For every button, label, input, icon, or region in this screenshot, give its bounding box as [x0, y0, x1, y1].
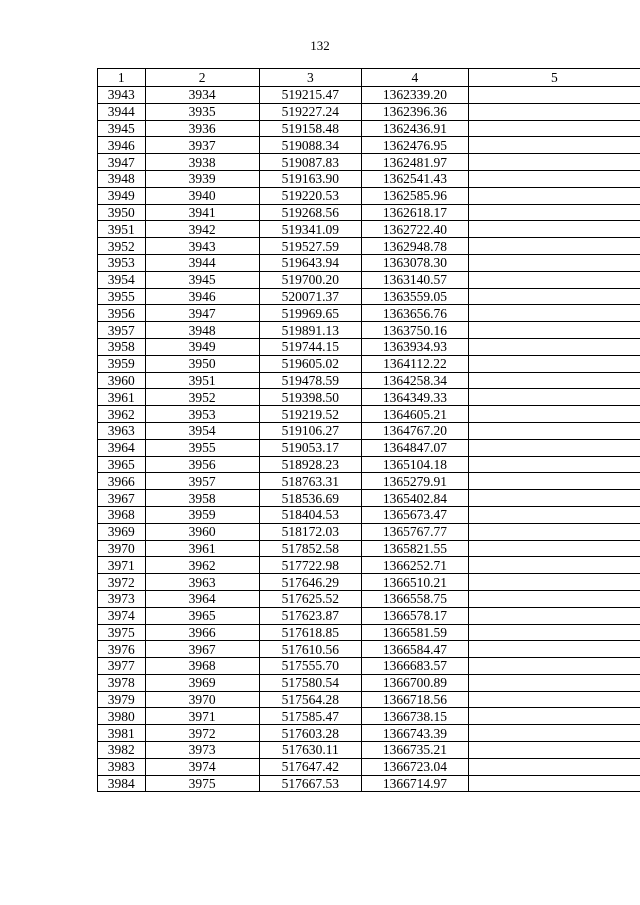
cell-coordinate-y: 1364349.33: [362, 389, 469, 406]
cell-coordinate-y: 1362481.97: [362, 154, 469, 171]
cell-point-number: 3967: [98, 490, 146, 507]
cell-note: [468, 238, 640, 255]
cell-point-number: 3943: [98, 87, 146, 104]
cell-ref-number: 3952: [145, 389, 259, 406]
cell-point-number: 3954: [98, 271, 146, 288]
cell-note: [468, 624, 640, 641]
cell-coordinate-y: 1366718.56: [362, 691, 469, 708]
cell-coordinate-x: 519163.90: [259, 170, 361, 187]
table-row: [98, 170, 640, 187]
cell-coordinate-x: 517667.53: [259, 775, 361, 792]
cell-coordinate-x: 519087.83: [259, 154, 361, 171]
cell-coordinate-x: 520071.37: [259, 288, 361, 305]
cell-note: [468, 506, 640, 523]
table-row: [98, 187, 640, 204]
cell-ref-number: 3946: [145, 288, 259, 305]
cell-coordinate-x: 519527.59: [259, 238, 361, 255]
table-row: [98, 221, 640, 238]
cell-point-number: 3951: [98, 221, 146, 238]
cell-ref-number: 3961: [145, 540, 259, 557]
cell-coordinate-y: 1365673.47: [362, 506, 469, 523]
cell-coordinate-x: 519088.34: [259, 137, 361, 154]
cell-point-number: 3953: [98, 254, 146, 271]
cell-note: [468, 338, 640, 355]
cell-coordinate-y: 1366252.71: [362, 557, 469, 574]
cell-point-number: 3977: [98, 658, 146, 675]
cell-ref-number: 3958: [145, 490, 259, 507]
cell-ref-number: 3956: [145, 456, 259, 473]
cell-coordinate-y: 1366723.04: [362, 758, 469, 775]
cell-note: [468, 725, 640, 742]
cell-coordinate-y: 1366743.39: [362, 725, 469, 742]
cell-point-number: 3982: [98, 742, 146, 759]
cell-coordinate-y: 1362339.20: [362, 87, 469, 104]
cell-note: [468, 389, 640, 406]
table-row: [98, 87, 640, 104]
cell-coordinate-x: 519106.27: [259, 422, 361, 439]
cell-point-number: 3960: [98, 372, 146, 389]
cell-coordinate-y: 1363078.30: [362, 254, 469, 271]
table-row: [98, 238, 640, 255]
cell-point-number: 3957: [98, 322, 146, 339]
table-row: [98, 540, 640, 557]
cell-coordinate-x: 519398.50: [259, 389, 361, 406]
cell-point-number: 3974: [98, 607, 146, 624]
cell-note: [468, 523, 640, 540]
table-row: [98, 338, 640, 355]
table-row: [98, 473, 640, 490]
cell-point-number: 3983: [98, 758, 146, 775]
cell-note: [468, 742, 640, 759]
cell-note: [468, 758, 640, 775]
table-row: [98, 254, 640, 271]
column-header-2: 2: [145, 69, 259, 87]
cell-ref-number: 3949: [145, 338, 259, 355]
cell-ref-number: 3954: [145, 422, 259, 439]
cell-point-number: 3947: [98, 154, 146, 171]
cell-ref-number: 3965: [145, 607, 259, 624]
cell-coordinate-y: 1366584.47: [362, 641, 469, 658]
cell-note: [468, 322, 640, 339]
cell-coordinate-y: 1365279.91: [362, 473, 469, 490]
cell-note: [468, 775, 640, 792]
cell-coordinate-x: 519158.48: [259, 120, 361, 137]
table-row: [98, 288, 640, 305]
coordinates-table: [97, 68, 640, 792]
cell-coordinate-y: 1363140.57: [362, 271, 469, 288]
cell-note: [468, 187, 640, 204]
cell-coordinate-x: 519478.59: [259, 372, 361, 389]
cell-ref-number: 3940: [145, 187, 259, 204]
cell-point-number: 3958: [98, 338, 146, 355]
table-row: [98, 725, 640, 742]
table-row: [98, 490, 640, 507]
cell-coordinate-x: 519219.52: [259, 406, 361, 423]
cell-note: [468, 154, 640, 171]
cell-note: [468, 490, 640, 507]
cell-ref-number: 3962: [145, 557, 259, 574]
column-header-1: 1: [98, 69, 146, 87]
cell-coordinate-x: 518928.23: [259, 456, 361, 473]
cell-coordinate-y: 1362436.91: [362, 120, 469, 137]
cell-ref-number: 3970: [145, 691, 259, 708]
cell-coordinate-y: 1366558.75: [362, 590, 469, 607]
table-row: [98, 204, 640, 221]
cell-coordinate-y: 1364605.21: [362, 406, 469, 423]
table-row: [98, 691, 640, 708]
cell-note: [468, 540, 640, 557]
cell-coordinate-x: 517555.70: [259, 658, 361, 675]
cell-ref-number: 3951: [145, 372, 259, 389]
cell-ref-number: 3953: [145, 406, 259, 423]
cell-coordinate-x: 517580.54: [259, 674, 361, 691]
table-row: [98, 154, 640, 171]
cell-coordinate-y: 1366714.97: [362, 775, 469, 792]
cell-coordinate-y: 1362585.96: [362, 187, 469, 204]
cell-note: [468, 372, 640, 389]
cell-point-number: 3950: [98, 204, 146, 221]
cell-coordinate-y: 1366738.15: [362, 708, 469, 725]
cell-coordinate-x: 517618.85: [259, 624, 361, 641]
table-row: [98, 590, 640, 607]
cell-coordinate-x: 519053.17: [259, 439, 361, 456]
cell-note: [468, 355, 640, 372]
cell-note: [468, 271, 640, 288]
cell-point-number: 3948: [98, 170, 146, 187]
cell-coordinate-x: 517585.47: [259, 708, 361, 725]
table-row: [98, 305, 640, 322]
cell-coordinate-y: 1365402.84: [362, 490, 469, 507]
cell-note: [468, 590, 640, 607]
cell-ref-number: 3934: [145, 87, 259, 104]
cell-ref-number: 3964: [145, 590, 259, 607]
cell-ref-number: 3972: [145, 725, 259, 742]
table-row: [98, 775, 640, 792]
cell-coordinate-x: 517623.87: [259, 607, 361, 624]
cell-coordinate-y: 1362948.78: [362, 238, 469, 255]
cell-ref-number: 3967: [145, 641, 259, 658]
cell-ref-number: 3942: [145, 221, 259, 238]
cell-point-number: 3964: [98, 439, 146, 456]
table-row: [98, 372, 640, 389]
cell-coordinate-x: 519268.56: [259, 204, 361, 221]
table-row: [98, 137, 640, 154]
cell-point-number: 3969: [98, 523, 146, 540]
cell-coordinate-y: 1365104.18: [362, 456, 469, 473]
cell-note: [468, 658, 640, 675]
cell-coordinate-y: 1362476.95: [362, 137, 469, 154]
cell-coordinate-y: 1365767.77: [362, 523, 469, 540]
cell-point-number: 3968: [98, 506, 146, 523]
table-row: [98, 607, 640, 624]
table-row: [98, 103, 640, 120]
cell-point-number: 3981: [98, 725, 146, 742]
cell-ref-number: 3959: [145, 506, 259, 523]
cell-coordinate-y: 1363656.76: [362, 305, 469, 322]
cell-coordinate-y: 1366735.21: [362, 742, 469, 759]
cell-coordinate-x: 517722.98: [259, 557, 361, 574]
table-row: [98, 641, 640, 658]
cell-coordinate-x: 519341.09: [259, 221, 361, 238]
cell-coordinate-x: 517647.42: [259, 758, 361, 775]
table-row: [98, 523, 640, 540]
cell-coordinate-x: 518404.53: [259, 506, 361, 523]
table-row: [98, 557, 640, 574]
cell-point-number: 3978: [98, 674, 146, 691]
cell-coordinate-x: 519605.02: [259, 355, 361, 372]
cell-coordinate-x: 519891.13: [259, 322, 361, 339]
table-row: [98, 271, 640, 288]
cell-point-number: 3963: [98, 422, 146, 439]
cell-point-number: 3984: [98, 775, 146, 792]
cell-coordinate-y: 1362722.40: [362, 221, 469, 238]
table-row: [98, 389, 640, 406]
cell-point-number: 3944: [98, 103, 146, 120]
table-row: [98, 120, 640, 137]
cell-coordinate-x: 518763.31: [259, 473, 361, 490]
table-row: [98, 422, 640, 439]
column-header-5: 5: [468, 69, 640, 87]
cell-note: [468, 456, 640, 473]
cell-note: [468, 674, 640, 691]
cell-point-number: 3980: [98, 708, 146, 725]
cell-point-number: 3971: [98, 557, 146, 574]
cell-coordinate-y: 1363934.93: [362, 338, 469, 355]
cell-coordinate-x: 519227.24: [259, 103, 361, 120]
cell-coordinate-y: 1362541.43: [362, 170, 469, 187]
cell-point-number: 3973: [98, 590, 146, 607]
page-number: 132: [310, 38, 330, 53]
cell-ref-number: 3937: [145, 137, 259, 154]
cell-point-number: 3949: [98, 187, 146, 204]
cell-ref-number: 3960: [145, 523, 259, 540]
cell-coordinate-x: 517646.29: [259, 574, 361, 591]
cell-coordinate-y: 1362396.36: [362, 103, 469, 120]
cell-coordinate-y: 1364258.34: [362, 372, 469, 389]
cell-ref-number: 3971: [145, 708, 259, 725]
cell-coordinate-y: 1363559.05: [362, 288, 469, 305]
cell-coordinate-y: 1365821.55: [362, 540, 469, 557]
table-body: [98, 87, 640, 792]
table-row: [98, 742, 640, 759]
cell-ref-number: 3957: [145, 473, 259, 490]
cell-point-number: 3946: [98, 137, 146, 154]
cell-note: [468, 120, 640, 137]
table-row: [98, 456, 640, 473]
table-header-row: [98, 69, 640, 87]
cell-note: [468, 221, 640, 238]
column-header-4: 4: [362, 69, 469, 87]
cell-coordinate-x: 518172.03: [259, 523, 361, 540]
cell-note: [468, 691, 640, 708]
cell-coordinate-x: 519969.65: [259, 305, 361, 322]
cell-ref-number: 3955: [145, 439, 259, 456]
cell-coordinate-y: 1366700.89: [362, 674, 469, 691]
cell-coordinate-y: 1363750.16: [362, 322, 469, 339]
cell-coordinate-x: 517603.28: [259, 725, 361, 742]
column-header-3: 3: [259, 69, 361, 87]
cell-note: [468, 641, 640, 658]
cell-point-number: 3972: [98, 574, 146, 591]
cell-coordinate-y: 1366578.17: [362, 607, 469, 624]
cell-point-number: 3965: [98, 456, 146, 473]
cell-coordinate-x: 517625.52: [259, 590, 361, 607]
cell-coordinate-x: 519700.20: [259, 271, 361, 288]
cell-coordinate-x: 519643.94: [259, 254, 361, 271]
cell-note: [468, 204, 640, 221]
cell-coordinate-x: 517630.11: [259, 742, 361, 759]
cell-coordinate-y: 1366510.21: [362, 574, 469, 591]
cell-coordinate-x: 519220.53: [259, 187, 361, 204]
cell-coordinate-y: 1364767.20: [362, 422, 469, 439]
cell-note: [468, 103, 640, 120]
cell-coordinate-y: 1366683.57: [362, 658, 469, 675]
cell-coordinate-x: 519215.47: [259, 87, 361, 104]
table-row: [98, 406, 640, 423]
cell-point-number: 3959: [98, 355, 146, 372]
cell-coordinate-x: 517564.28: [259, 691, 361, 708]
cell-coordinate-y: 1364847.07: [362, 439, 469, 456]
cell-coordinate-x: 517610.56: [259, 641, 361, 658]
table-row: [98, 439, 640, 456]
cell-point-number: 3956: [98, 305, 146, 322]
table-row: [98, 506, 640, 523]
cell-ref-number: 3947: [145, 305, 259, 322]
cell-note: [468, 422, 640, 439]
cell-coordinate-x: 518536.69: [259, 490, 361, 507]
cell-note: [468, 708, 640, 725]
cell-point-number: 3970: [98, 540, 146, 557]
cell-ref-number: 3974: [145, 758, 259, 775]
table-row: [98, 708, 640, 725]
cell-ref-number: 3950: [145, 355, 259, 372]
cell-note: [468, 473, 640, 490]
cell-note: [468, 254, 640, 271]
cell-point-number: 3975: [98, 624, 146, 641]
cell-note: [468, 574, 640, 591]
table-row: [98, 658, 640, 675]
cell-coordinate-y: 1362618.17: [362, 204, 469, 221]
cell-ref-number: 3936: [145, 120, 259, 137]
cell-point-number: 3979: [98, 691, 146, 708]
cell-point-number: 3955: [98, 288, 146, 305]
cell-ref-number: 3966: [145, 624, 259, 641]
cell-point-number: 3961: [98, 389, 146, 406]
cell-note: [468, 305, 640, 322]
table-row: [98, 355, 640, 372]
cell-ref-number: 3969: [145, 674, 259, 691]
cell-point-number: 3962: [98, 406, 146, 423]
cell-ref-number: 3973: [145, 742, 259, 759]
cell-note: [468, 557, 640, 574]
table-row: [98, 574, 640, 591]
cell-note: [468, 406, 640, 423]
cell-note: [468, 170, 640, 187]
cell-note: [468, 439, 640, 456]
cell-ref-number: 3948: [145, 322, 259, 339]
cell-point-number: 3976: [98, 641, 146, 658]
cell-note: [468, 288, 640, 305]
cell-point-number: 3966: [98, 473, 146, 490]
table-row: [98, 322, 640, 339]
cell-point-number: 3945: [98, 120, 146, 137]
cell-note: [468, 607, 640, 624]
cell-ref-number: 3941: [145, 204, 259, 221]
cell-coordinate-y: 1366581.59: [362, 624, 469, 641]
cell-ref-number: 3943: [145, 238, 259, 255]
cell-coordinate-x: 517852.58: [259, 540, 361, 557]
cell-ref-number: 3939: [145, 170, 259, 187]
cell-point-number: 3952: [98, 238, 146, 255]
cell-ref-number: 3975: [145, 775, 259, 792]
cell-note: [468, 137, 640, 154]
table-row: [98, 758, 640, 775]
cell-ref-number: 3944: [145, 254, 259, 271]
cell-coordinate-y: 1364112.22: [362, 355, 469, 372]
cell-note: [468, 87, 640, 104]
cell-coordinate-x: 519744.15: [259, 338, 361, 355]
cell-ref-number: 3945: [145, 271, 259, 288]
cell-ref-number: 3938: [145, 154, 259, 171]
cell-ref-number: 3963: [145, 574, 259, 591]
table-row: [98, 674, 640, 691]
table-row: [98, 624, 640, 641]
cell-ref-number: 3968: [145, 658, 259, 675]
cell-ref-number: 3935: [145, 103, 259, 120]
